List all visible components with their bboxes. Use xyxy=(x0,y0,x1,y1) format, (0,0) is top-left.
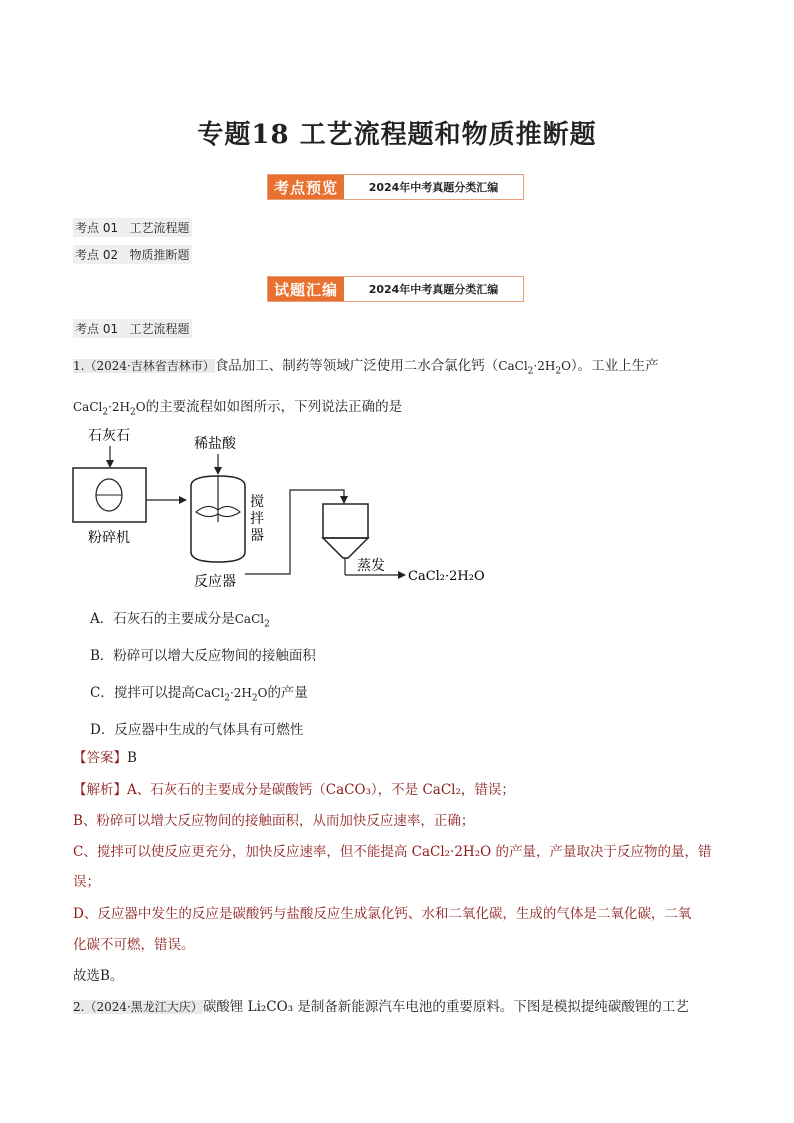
diagram-label-stir2: 拌 xyxy=(250,511,264,527)
q1-option-d: D．反应器中生成的气体具有可燃性 xyxy=(90,722,304,738)
diagram-label-stir3: 器 xyxy=(250,528,264,544)
q1-analysis-a: 【解析】A、石灰石的主要成分是碳酸钙（CaCO₃），不是 CaCl₂，错误； xyxy=(73,782,515,798)
q1-source: 1.（2024·吉林省吉林市） xyxy=(73,359,215,373)
diagram-label-reactor: 反应器 xyxy=(194,574,236,590)
q1-analysis-c1: C、搅拌可以使反应更充分，加快反应速率，但不能提高 CaCl₂·2H₂O 的产量，产量取决于反应物的量，错 xyxy=(73,844,712,860)
q1-answer: 【答案】B xyxy=(73,750,137,766)
diagram-label-crusher: 粉碎机 xyxy=(88,530,130,546)
section-banner-questions xyxy=(267,276,524,302)
banner-subtitle: 2024年中考真题分类汇编 xyxy=(368,181,499,194)
section-heading: 考点 01 工艺流程题 xyxy=(73,319,192,338)
diagram-label-stir1: 搅 xyxy=(250,494,264,510)
section-banner-preview xyxy=(267,174,524,200)
q1-analysis-b: B、粉碎可以增大反应物间的接触面积，从而加快反应速率，正确； xyxy=(73,813,475,829)
q1-option-b: B．粉碎可以增大反应物间的接触面积 xyxy=(90,648,316,664)
banner-tag: 考点预览 xyxy=(268,175,344,199)
diagram-label-evaporate: 蒸发 xyxy=(357,558,385,574)
page-title: 专题18 工艺流程题和物质推断题 xyxy=(197,120,597,150)
diagram-label-product: CaCl₂·2H₂O xyxy=(408,569,485,584)
evaporator-box xyxy=(323,504,368,538)
point-item-2: 考点 02 物质推断题 xyxy=(73,245,192,264)
q1-stem-line1: 1.（2024·吉林省吉林市）食品加工、制药等领域广泛使用二水合氯化钙$(CaCl_2\cdot 2H_2O)$。工业上生产 xyxy=(73,358,659,377)
q1-analysis-c2: 误； xyxy=(73,874,100,890)
q1-analysis-d2: 化碳不可燃，错误。 xyxy=(73,937,195,953)
q2-stem: 2.（2024·黑龙江大庆）碳酸锂 Li₂CO₃ 是制备新能源汽车电池的重要原料。下图是模拟提纯碳酸锂的工艺 xyxy=(73,999,689,1015)
q2-source: 2.（2024·黑龙江大庆） xyxy=(73,1000,203,1014)
q1-option-c: C．搅拌可以提高$CaCl_2\cdot 2H_2O$的产量 xyxy=(90,685,308,704)
point-item-1: 考点 01 工艺流程题 xyxy=(73,218,192,237)
diagram-label-acid: 稀盐酸 xyxy=(194,436,236,452)
q1-option-a: A．石灰石的主要成分是CaCl$_2$ xyxy=(90,611,270,630)
process-flow-diagram xyxy=(60,424,500,594)
diagram-label-limestone: 石灰石 xyxy=(88,428,130,444)
q1-analysis-d1: D、反应器中发生的反应是碳酸钙与盐酸反应生成氯化钙、水和二氧化碳，生成的气体是二氧化碳，二氧 xyxy=(73,906,692,922)
q1-stem-line2: $CaCl_2\cdot 2H_2O$的主要流程如如图所示，下列说法正确的是 xyxy=(73,399,403,418)
banner-subtitle: 2024年中考真题分类汇编 xyxy=(368,283,499,296)
banner-tag: 试题汇编 xyxy=(268,277,344,301)
q1-conclusion: 故选B。 xyxy=(73,968,124,984)
